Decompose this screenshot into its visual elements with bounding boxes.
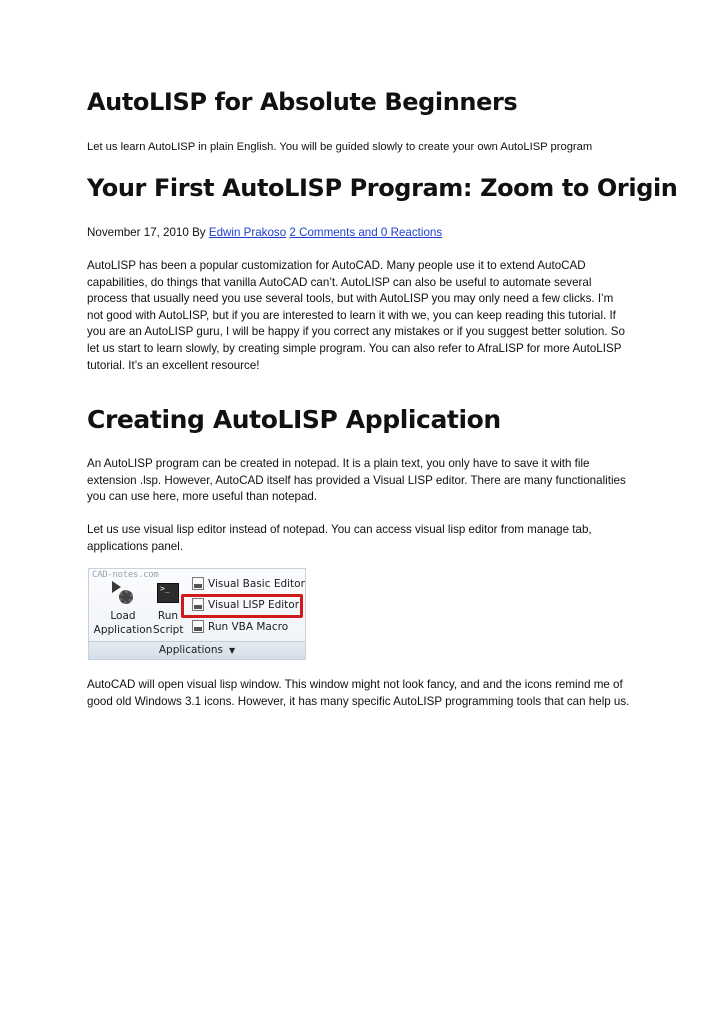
blog-tagline: Let us learn AutoLISP in plain English. You will be guided slowly to create your own AutoLISP program [87,141,593,153]
post-date: November 17, 2010 [87,226,189,239]
run-script-button[interactable] [153,577,183,637]
blog-title: AutoLISP for Absolute Beginners [87,88,518,116]
comments-link[interactable]: 2 Comments and 0 Reactions [289,226,443,239]
vba-macro-icon [192,620,204,633]
author-link[interactable]: Edwin Prakoso [208,226,287,239]
load-application-icon [110,581,136,607]
section-paragraph: AutoCAD will open visual lisp window. This window might not look fancy, and and the icons remind me of good old Windows 3.1 icons. However, it has many specific AutoLISP programming tools that can help us. [87,678,630,708]
application-label: Application [93,624,153,636]
post-by: By [192,226,206,239]
run-script-icon: >_ [157,583,179,603]
visual-basic-editor-item[interactable]: Visual Basic Editor [192,576,305,592]
applications-panel-label[interactable]: Applications ▼ [89,641,305,659]
post-title: Your First AutoLISP Program: Zoom to Origin [87,174,678,202]
post-meta [87,225,637,242]
section-paragraph: Let us use visual lisp editor instead of notepad. You can access visual lisp editor from manage tab, applications panel. [87,523,592,553]
section-paragraph: An AutoLISP program can be created in notepad. It is a plain text, you only have to save it with file extension .lsp. However, AutoCAD itself has provided a Visual LISP editor. There are many functionalities you can use here, more useful than notepad. [87,457,626,504]
script-label: Script [153,624,184,636]
post-paragraph: AutoLISP has been a popular customization for AutoCAD. Many people use it to extend AutoCAD capabilities, do things that vanilla AutoCAD can’t. AutoLISP can also be useful to automate several process that usually need you use several tools, but with AutoLISP you may only need a few clicks. I’m not good with AutoLISP, but if you are interested to learn it with we, you can keep reading this tutorial. If you are an AutoLISP guru, I will be happy if you correct any mistakes or if you suggest better solution. So let us start to learn slowly, by creating simple program. You can also refer to AfraLISP for more AutoLISP tutorial. It’s an excellent resource! [87,259,625,372]
load-label: Load [110,610,136,622]
run-label: Run [157,610,179,622]
section-title: Creating AutoLISP Application [87,405,501,434]
run-vba-macro-item[interactable]: Run VBA Macro [192,619,288,635]
caret-down-icon: ▼ [228,646,236,655]
visual-lisp-editor-item[interactable]: Visual LISP Editor [192,597,299,613]
watermark: CAD-notes.com [92,570,159,580]
load-application-button[interactable] [92,577,154,637]
vba-icon [192,577,204,590]
highlight-box [181,594,303,618]
ribbon-screenshot [88,568,306,660]
